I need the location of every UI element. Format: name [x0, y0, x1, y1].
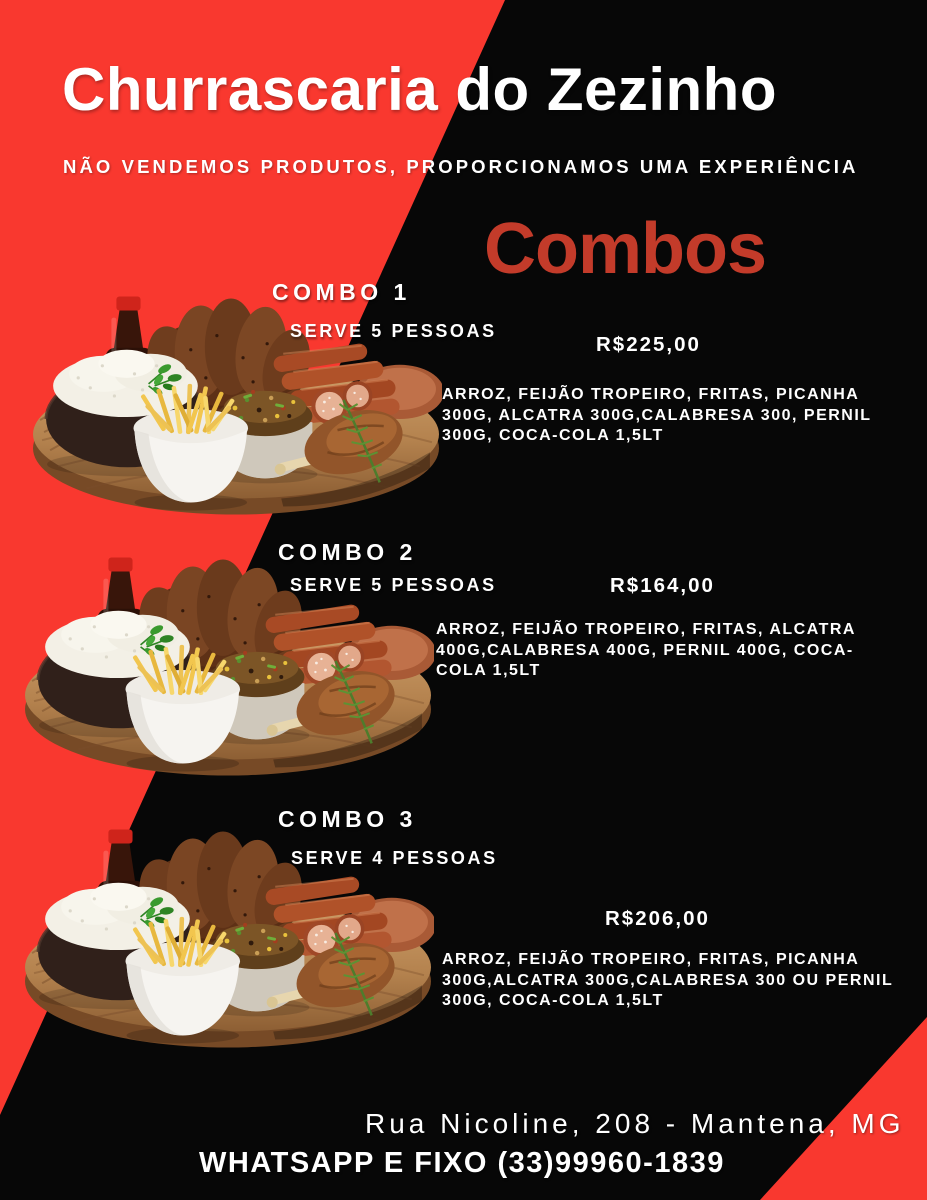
combo3-name: COMBO 3	[278, 806, 417, 832]
combo2-name: COMBO 2	[278, 539, 417, 565]
combo1-name: COMBO 1	[272, 279, 411, 305]
tagline: NÃO VENDEMOS PRODUTOS, PROPORCIONAMOS UMA EXPERIÊNCIA	[63, 156, 859, 177]
combo2-price: R$164,00	[610, 574, 715, 597]
combo2-serves: SERVE 5 PESSOAS	[290, 575, 497, 595]
combo3-price: R$206,00	[605, 907, 710, 930]
combos-section-heading: Combos	[484, 209, 766, 289]
combo2-description: ARROZ, FEIJÃO TROPEIRO, FRITAS, ALCATRA 400G,CALABRESA 400G, PERNIL 400G, COCA-COLA 1,5LT	[436, 621, 856, 679]
combo1-description: ARROZ, FEIJÃO TROPEIRO, FRITAS, PICANHA 300G, ALCATRA 300G,CALABRESA 300, PERNIL 300G, COCA-COLA 1,5LT	[442, 386, 872, 444]
restaurant-title: Churrascaria do Zezinho	[62, 56, 777, 123]
combo1-price: R$225,00	[596, 333, 701, 356]
combo1-serves: SERVE 5 PESSOAS	[290, 321, 497, 341]
combo3-serves: SERVE 4 PESSOAS	[291, 848, 498, 868]
footer-phone: WHATSAPP E FIXO (33)99960-1839	[199, 1147, 725, 1179]
combo3-description: ARROZ, FEIJÃO TROPEIRO, FRITAS, PICANHA 300G,ALCATRA 300G,CALABRESA 300 OU PERNIL 300G, COCA-COLA 1,5LT	[442, 951, 893, 1009]
footer-address: Rua Nicoline, 208 - Mantena, MG	[365, 1108, 905, 1139]
